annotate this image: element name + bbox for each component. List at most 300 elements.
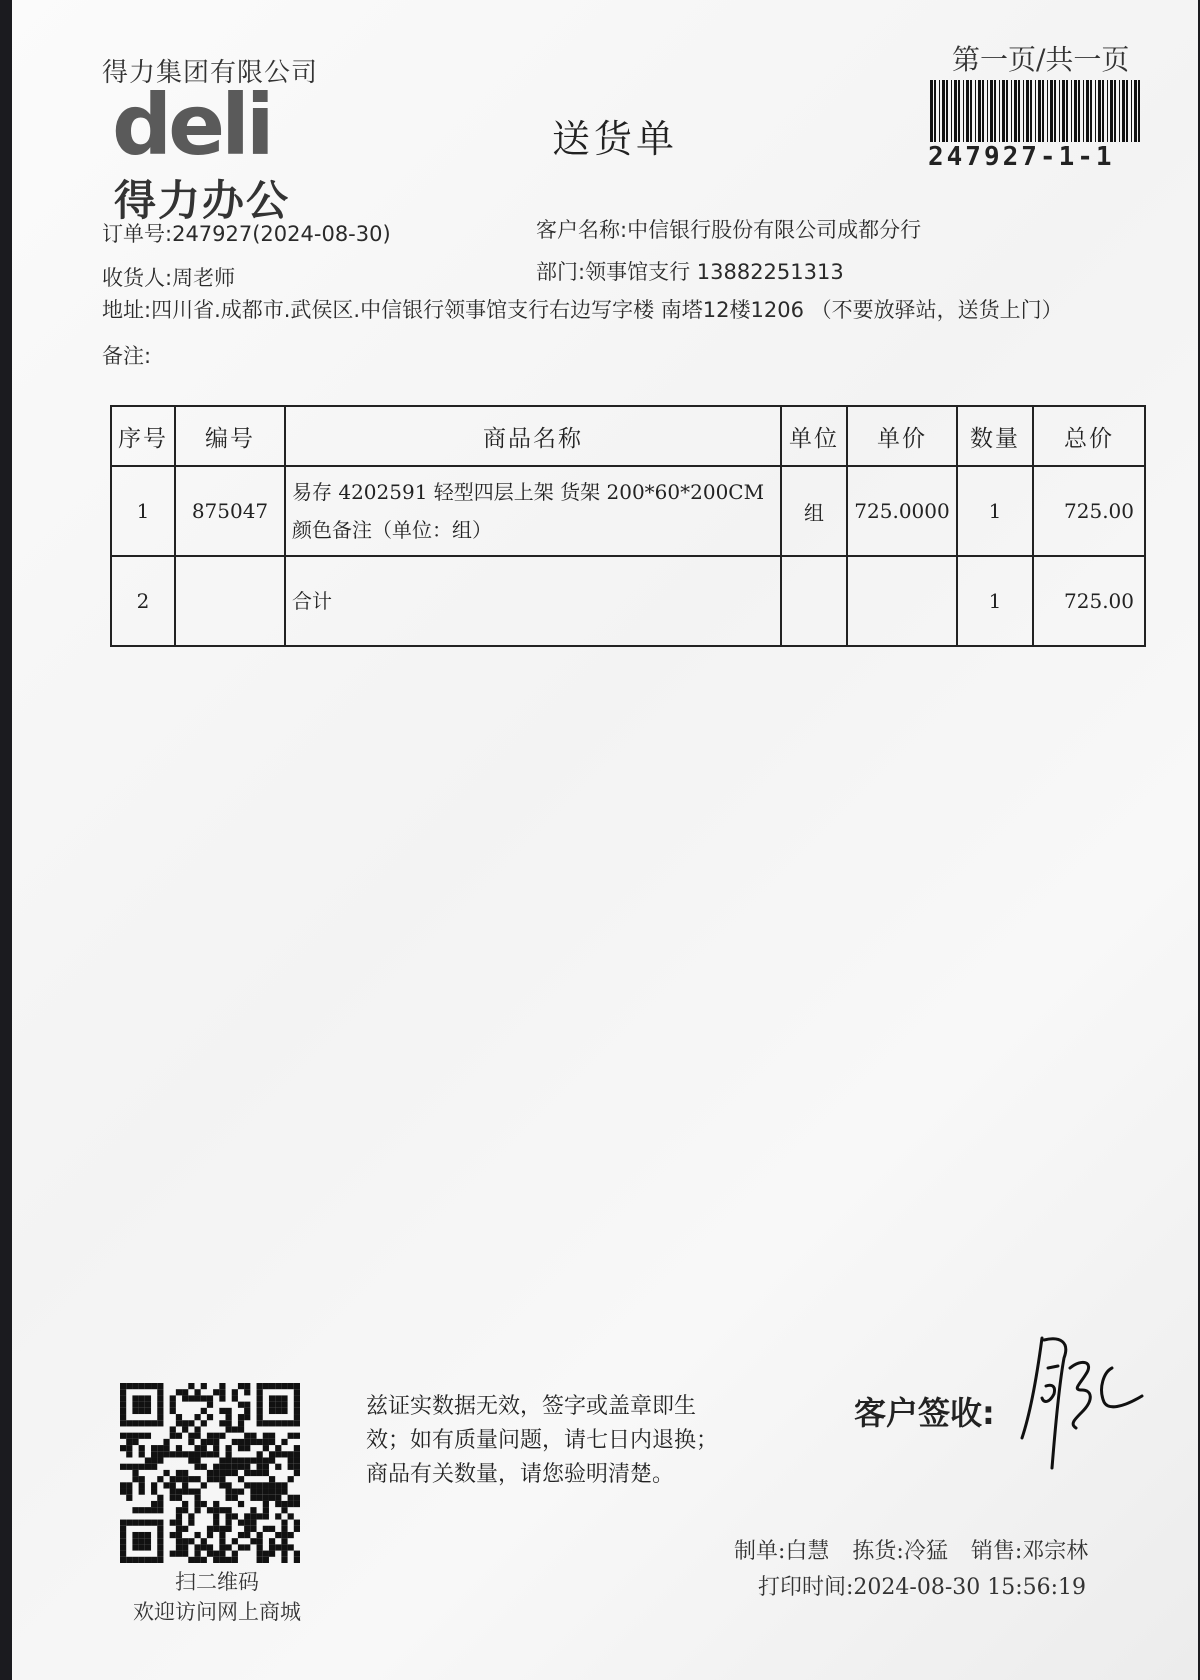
- qr-module: [151, 1383, 157, 1389]
- qr-module: [157, 1507, 163, 1513]
- qr-module: [170, 1426, 176, 1432]
- qr-module: [275, 1451, 281, 1457]
- qr-module: [201, 1544, 207, 1550]
- qr-module: [288, 1544, 294, 1550]
- qr-module: [257, 1551, 263, 1557]
- qr-module: [226, 1470, 232, 1476]
- qr-module: [269, 1495, 275, 1501]
- qr-module: [176, 1476, 182, 1482]
- qr-module: [275, 1513, 281, 1519]
- barcode-bar: [994, 80, 996, 142]
- qr-module: [182, 1507, 188, 1513]
- table-row: [111, 556, 1145, 646]
- barcode-bar: [1014, 80, 1017, 142]
- qr-module: [132, 1557, 138, 1563]
- qr-module: [294, 1445, 300, 1451]
- qr-module: [157, 1389, 163, 1395]
- qr-module: [250, 1520, 256, 1526]
- qr-module: [132, 1544, 138, 1550]
- qr-module: [151, 1482, 157, 1488]
- qr-module: [157, 1383, 163, 1389]
- barcode-number: 247927-1-1: [928, 142, 1115, 172]
- barcode-bar: [946, 80, 948, 142]
- sales: 销售:邓宗林: [970, 1539, 1089, 1564]
- qr-module: [139, 1395, 145, 1401]
- qr-module: [219, 1420, 225, 1426]
- qr-module: [170, 1402, 176, 1408]
- qr-module: [188, 1420, 194, 1426]
- qr-module: [176, 1507, 182, 1513]
- qr-module: [157, 1551, 163, 1557]
- qr-module: [176, 1551, 182, 1557]
- qr-module: [120, 1408, 126, 1414]
- qr-module: [132, 1402, 138, 1408]
- qr-module: [163, 1470, 169, 1476]
- qr-module: [139, 1464, 145, 1470]
- qr-module: [157, 1501, 163, 1507]
- qr-module: [269, 1408, 275, 1414]
- qr-module: [132, 1420, 138, 1426]
- delivery-note-paper: [12, 0, 1198, 1680]
- qr-module: [238, 1476, 244, 1482]
- qr-module: [288, 1420, 294, 1426]
- qr-module: [232, 1457, 238, 1463]
- qr-module: [126, 1445, 132, 1451]
- qr-module: [213, 1557, 219, 1563]
- qr-module: [219, 1476, 225, 1482]
- qr-module: [207, 1402, 213, 1408]
- cell-seq: 1: [111, 466, 175, 556]
- department: 领事馆支行 13882251313: [585, 260, 844, 284]
- qr-module: [126, 1383, 132, 1389]
- customer-name: 中信银行股份有限公司成都分行: [627, 218, 922, 242]
- qr-module: [250, 1538, 256, 1544]
- barcode-bar: [1090, 80, 1092, 142]
- notice-line: 兹证实数据无效，签字或盖章即生: [366, 1394, 697, 1419]
- qr-module: [263, 1495, 269, 1501]
- qr-module: [120, 1544, 126, 1550]
- qr-module: [176, 1433, 182, 1439]
- qr-module: [244, 1457, 250, 1463]
- qr-module: [226, 1451, 232, 1457]
- qr-module: [120, 1402, 126, 1408]
- remark-label: 备注:: [102, 344, 152, 368]
- qr-module: [182, 1426, 188, 1432]
- qr-module: [281, 1489, 287, 1495]
- qr-module: [226, 1520, 232, 1526]
- qr-module: [145, 1557, 151, 1563]
- qr-module: [139, 1402, 145, 1408]
- qr-module: [207, 1414, 213, 1420]
- qr-module: [201, 1383, 207, 1389]
- qr-module: [145, 1433, 151, 1439]
- qr-module: [226, 1464, 232, 1470]
- qr-module: [120, 1433, 126, 1439]
- barcode-bar: [1047, 80, 1048, 142]
- qr-module: [226, 1420, 232, 1426]
- qr-module: [257, 1457, 263, 1463]
- qr-module: [207, 1544, 213, 1550]
- qr-module: [269, 1526, 275, 1532]
- cell-code: [175, 556, 285, 646]
- qr-module: [238, 1445, 244, 1451]
- barcode-bar: [1086, 80, 1089, 142]
- qr-module: [157, 1395, 163, 1401]
- qr-module: [207, 1551, 213, 1557]
- qr-module: [275, 1501, 281, 1507]
- qr-module: [219, 1464, 225, 1470]
- qr-module: [226, 1526, 232, 1532]
- qr-module: [232, 1551, 238, 1557]
- qr-module: [139, 1489, 145, 1495]
- qr-module: [176, 1451, 182, 1457]
- barcode-bar: [934, 80, 936, 142]
- qr-module: [219, 1551, 225, 1557]
- qr-module: [194, 1395, 200, 1401]
- barcode-bar: [1098, 80, 1101, 142]
- qr-module: [219, 1507, 225, 1513]
- qr-module: [188, 1451, 194, 1457]
- qr-module: [257, 1395, 263, 1401]
- qr-module: [139, 1544, 145, 1550]
- department-line: [536, 256, 844, 286]
- qr-module: [132, 1532, 138, 1538]
- header-unit: 单位: [781, 406, 847, 466]
- barcode-bar: [1042, 80, 1044, 142]
- cell-quantity: 1: [957, 556, 1033, 646]
- barcode-bar: [1066, 80, 1068, 142]
- qr-module: [226, 1507, 232, 1513]
- barcode-bar: [1030, 80, 1032, 142]
- qr-module: [294, 1414, 300, 1420]
- qr-module: [176, 1526, 182, 1532]
- qr-module: [238, 1420, 244, 1426]
- qr-module: [288, 1532, 294, 1538]
- qr-module: [120, 1520, 126, 1526]
- qr-module: [294, 1495, 300, 1501]
- qr-module: [157, 1495, 163, 1501]
- receiver-line: [102, 262, 235, 292]
- qr-module: [226, 1445, 232, 1451]
- qr-module: [176, 1532, 182, 1538]
- qr-module: [213, 1389, 219, 1395]
- qr-module: [213, 1451, 219, 1457]
- qr-module: [213, 1520, 219, 1526]
- qr-module: [145, 1420, 151, 1426]
- qr-module: [139, 1445, 145, 1451]
- qr-module: [250, 1457, 256, 1463]
- qr-module: [145, 1507, 151, 1513]
- notice-line: 效；如有质量问题，请七日内退换；: [366, 1428, 719, 1453]
- qr-module: [281, 1395, 287, 1401]
- cell-seq: 2: [111, 556, 175, 646]
- qr-module: [170, 1489, 176, 1495]
- barcode-bar: [1018, 80, 1020, 142]
- qr-module: [194, 1426, 200, 1432]
- qr-module: [219, 1408, 225, 1414]
- qr-module: [157, 1457, 163, 1463]
- qr-module: [275, 1445, 281, 1451]
- qr-module: [120, 1383, 126, 1389]
- qr-module: [194, 1495, 200, 1501]
- qr-module: [213, 1476, 219, 1482]
- qr-module: [294, 1501, 300, 1507]
- qr-module: [126, 1489, 132, 1495]
- qr-module: [182, 1451, 188, 1457]
- product-name-line-2: 颜色备注（单位：组）: [292, 518, 492, 542]
- qr-module: [281, 1420, 287, 1426]
- qr-module: [213, 1464, 219, 1470]
- qr-module: [132, 1383, 138, 1389]
- qr-module: [250, 1433, 256, 1439]
- qr-module: [176, 1414, 182, 1420]
- qr-module: [244, 1383, 250, 1389]
- barcode-bar: [951, 80, 952, 142]
- qr-module: [194, 1532, 200, 1538]
- barcode-bar: [999, 80, 1000, 142]
- qr-module: [281, 1526, 287, 1532]
- qr-module: [288, 1383, 294, 1389]
- qr-module: [238, 1464, 244, 1470]
- qr-module: [176, 1538, 182, 1544]
- qr-module: [188, 1538, 194, 1544]
- qr-module: [139, 1420, 145, 1426]
- qr-module: [275, 1495, 281, 1501]
- qr-module: [257, 1420, 263, 1426]
- qr-module: [219, 1433, 225, 1439]
- qr-module: [257, 1439, 263, 1445]
- qr-module: [257, 1414, 263, 1420]
- qr-module: [201, 1557, 207, 1563]
- qr-module: [120, 1538, 126, 1544]
- qr-module: [219, 1482, 225, 1488]
- header-product-name: 商品名称: [285, 406, 781, 466]
- qr-module: [120, 1551, 126, 1557]
- qr-module: [294, 1383, 300, 1389]
- qr-module: [170, 1476, 176, 1482]
- qr-module: [250, 1482, 256, 1488]
- qr-module: [194, 1389, 200, 1395]
- qr-module: [157, 1520, 163, 1526]
- picker: 拣货:冷猛: [852, 1539, 948, 1564]
- customer-line: [536, 214, 921, 244]
- qr-module: [275, 1395, 281, 1401]
- barcode-bar: [1119, 80, 1120, 142]
- barcode-bar: [1011, 80, 1012, 142]
- qr-module: [263, 1489, 269, 1495]
- qr-module: [170, 1395, 176, 1401]
- qr-module: [201, 1395, 207, 1401]
- qr-module: [226, 1513, 232, 1519]
- qr-module: [275, 1402, 281, 1408]
- qr-module: [163, 1482, 169, 1488]
- barcode-bar: [1062, 80, 1065, 142]
- qr-module: [201, 1464, 207, 1470]
- qr-module: [269, 1433, 275, 1439]
- qr-module: [132, 1520, 138, 1526]
- qr-module: [145, 1538, 151, 1544]
- qr-module: [213, 1445, 219, 1451]
- qr-module: [157, 1420, 163, 1426]
- receiver-label: 收货人:: [102, 266, 173, 290]
- qr-module: [219, 1389, 225, 1395]
- qr-module: [238, 1501, 244, 1507]
- document-title: 送货单: [552, 117, 679, 161]
- barcode-bar: [1107, 80, 1108, 142]
- qr-module: [157, 1476, 163, 1482]
- qr-module: [120, 1532, 126, 1538]
- qr-module: [157, 1532, 163, 1538]
- qr-module: [145, 1383, 151, 1389]
- qr-module: [219, 1526, 225, 1532]
- barcode-bar: [1102, 80, 1104, 142]
- qr-module: [151, 1489, 157, 1495]
- qr-module: [294, 1433, 300, 1439]
- qr-module: [201, 1501, 207, 1507]
- qr-module: [232, 1426, 238, 1432]
- order-number-label: 订单号:: [102, 222, 173, 246]
- qr-module: [132, 1470, 138, 1476]
- qr-module: [132, 1476, 138, 1482]
- qr-module: [120, 1526, 126, 1532]
- qr-module: [244, 1526, 250, 1532]
- qr-module: [170, 1451, 176, 1457]
- qr-module: [170, 1482, 176, 1488]
- qr-module: [194, 1414, 200, 1420]
- qr-module: [219, 1532, 225, 1538]
- qr-module: [194, 1544, 200, 1550]
- qr-module: [207, 1470, 213, 1476]
- qr-module: [269, 1420, 275, 1426]
- qr-module: [263, 1457, 269, 1463]
- qr-module: [126, 1420, 132, 1426]
- qr-module: [250, 1439, 256, 1445]
- qr-module: [157, 1451, 163, 1457]
- barcode-bar: [1023, 80, 1024, 142]
- qr-module: [139, 1433, 145, 1439]
- qr-module: [238, 1414, 244, 1420]
- qr-module: [263, 1383, 269, 1389]
- qr-module: [126, 1557, 132, 1563]
- qr-module: [132, 1433, 138, 1439]
- qr-module: [145, 1457, 151, 1463]
- barcode-bar: [1110, 80, 1113, 142]
- qr-module: [157, 1414, 163, 1420]
- qr-module: [194, 1464, 200, 1470]
- barcode-bar: [1006, 80, 1008, 142]
- qr-module: [176, 1389, 182, 1395]
- cell-unit: 组: [781, 466, 847, 556]
- qr-module: [151, 1557, 157, 1563]
- qr-module: [120, 1420, 126, 1426]
- qr-module: [139, 1538, 145, 1544]
- barcode-bar: [975, 80, 976, 142]
- goods-table: [110, 405, 1146, 647]
- qr-module: [281, 1501, 287, 1507]
- qr-module: [244, 1544, 250, 1550]
- barcode-bar: [982, 80, 984, 142]
- qr-module: [269, 1476, 275, 1482]
- qr-module: [294, 1402, 300, 1408]
- qr-module: [176, 1544, 182, 1550]
- qr-module: [139, 1482, 145, 1488]
- barcode-bar: [987, 80, 988, 142]
- qr-module: [188, 1489, 194, 1495]
- qr-module: [269, 1457, 275, 1463]
- qr-module: [250, 1526, 256, 1532]
- qr-module: [281, 1520, 287, 1526]
- qr-module: [281, 1439, 287, 1445]
- qr-module: [281, 1402, 287, 1408]
- qr-module: [145, 1532, 151, 1538]
- qr-module: [132, 1439, 138, 1445]
- qr-module: [281, 1408, 287, 1414]
- qr-module: [194, 1476, 200, 1482]
- qr-module: [263, 1420, 269, 1426]
- product-name-line-1: 易存 4202591 轻型四层上架 货架 200*60*200CM: [292, 480, 765, 504]
- qr-module: [182, 1395, 188, 1401]
- barcode-bar: [1002, 80, 1005, 142]
- notice-line: 商品有关数量，请您验明清楚。: [366, 1462, 675, 1487]
- qr-module: [194, 1451, 200, 1457]
- qr-module: [263, 1501, 269, 1507]
- qr-module: [219, 1383, 225, 1389]
- qr-module: [232, 1489, 238, 1495]
- qr-module: [288, 1513, 294, 1519]
- qr-module: [145, 1408, 151, 1414]
- qr-module: [207, 1532, 213, 1538]
- qr-module: [157, 1538, 163, 1544]
- qr-module: [139, 1451, 145, 1457]
- qr-module: [145, 1395, 151, 1401]
- qr-module: [207, 1439, 213, 1445]
- cell-code: 875047: [175, 466, 285, 556]
- barcode-bar: [966, 80, 969, 142]
- barcode-bar: [958, 80, 960, 142]
- qr-module: [207, 1395, 213, 1401]
- qr-caption-visit: 欢迎访问网上商城: [133, 1600, 301, 1624]
- qr-module: [120, 1489, 126, 1495]
- qr-module: [294, 1451, 300, 1457]
- header-seq: 序号: [111, 406, 175, 466]
- qr-module: [294, 1551, 300, 1557]
- qr-module: [219, 1470, 225, 1476]
- qr-module: [244, 1445, 250, 1451]
- department-label: 部门:: [536, 260, 586, 284]
- qr-module: [126, 1464, 132, 1470]
- qr-module: [294, 1408, 300, 1414]
- address-line: [102, 294, 1063, 324]
- qr-module: [263, 1439, 269, 1445]
- barcode-bar: [1074, 80, 1077, 142]
- qr-module: [263, 1433, 269, 1439]
- qr-module: [219, 1544, 225, 1550]
- qr-module: [170, 1408, 176, 1414]
- barcode-bar: [954, 80, 957, 142]
- table-header-row: [111, 406, 1145, 466]
- qr-module: [269, 1489, 275, 1495]
- barcode-bar: [1083, 80, 1084, 142]
- qr-module: [288, 1433, 294, 1439]
- remark-line: [102, 340, 151, 370]
- cell-unit-price: [847, 556, 957, 646]
- qr-module: [194, 1457, 200, 1463]
- qr-module: [263, 1557, 269, 1563]
- barcode-bar: [1134, 80, 1137, 142]
- qr-module: [163, 1445, 169, 1451]
- qr-module: [288, 1451, 294, 1457]
- qr-module: [294, 1520, 300, 1526]
